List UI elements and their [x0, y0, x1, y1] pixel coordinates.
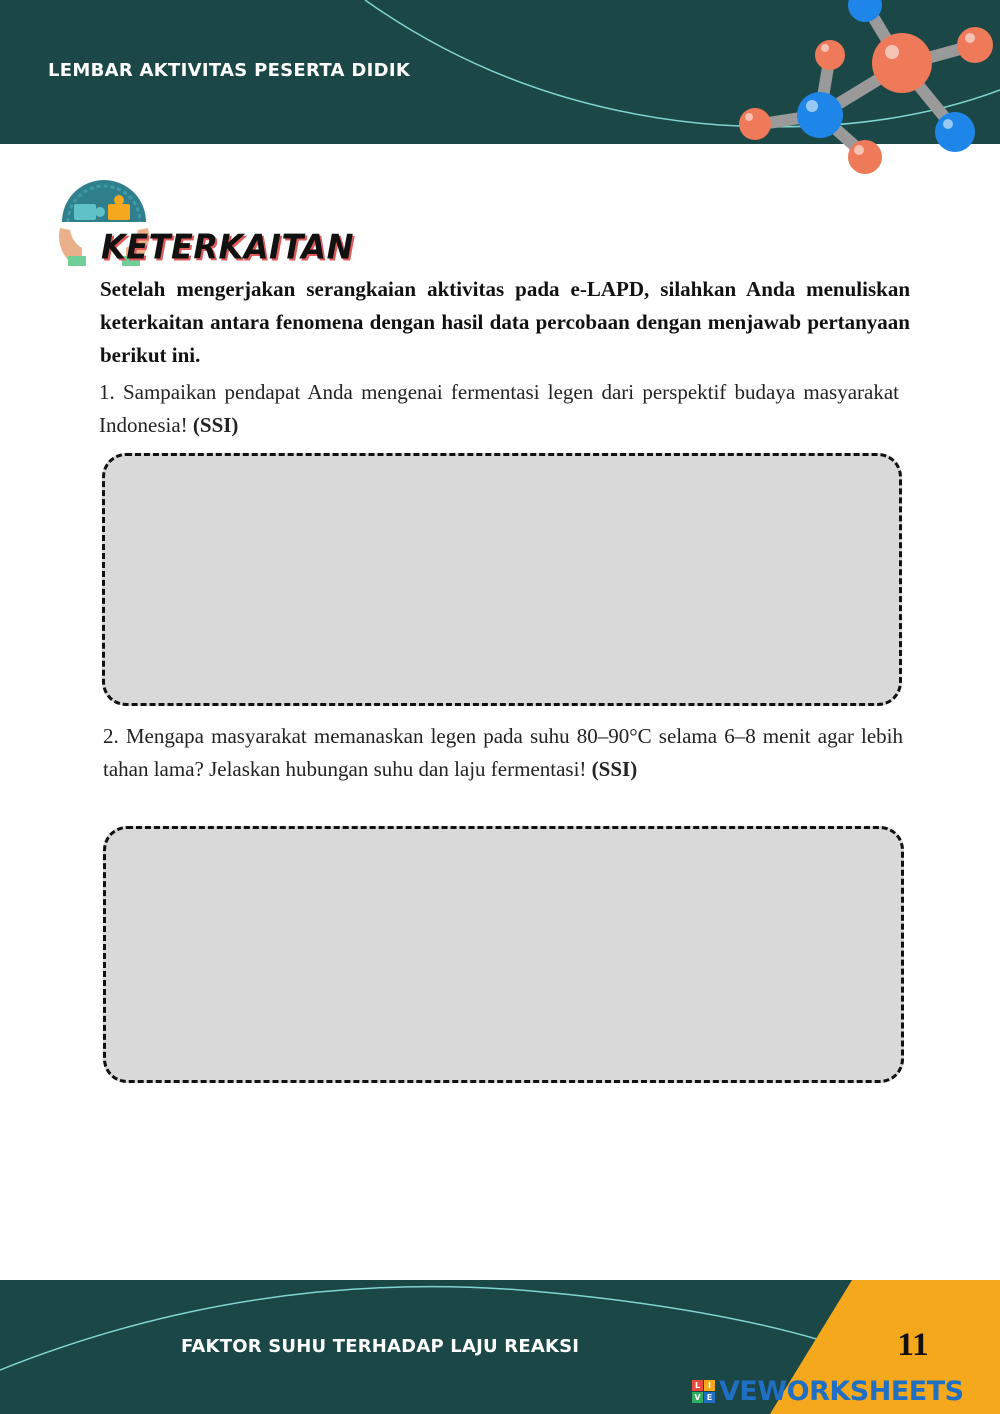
question-2-text: 2. Mengapa masyarakat memanaskan legen pada suhu 80–90°C selama 6–8 menit agar lebih tahan lama? Jelaskan hubungan suhu dan laju fermentasi! — [103, 724, 903, 781]
liveworksheets-text: VEWORKSHEETS — [719, 1375, 964, 1407]
molecule-icon — [730, 0, 1000, 180]
question-1-tag: (SSI) — [192, 413, 239, 437]
footer-title: FAKTOR SUHU TERHADAP LAJU REAKSI — [181, 1336, 580, 1357]
page-number: 11 — [897, 1327, 929, 1363]
liveworksheets-logo — [692, 1374, 964, 1408]
section-title: KETERKAITAN — [101, 227, 354, 267]
answer-box-2[interactable] — [103, 826, 904, 1083]
question-2-tag: (SSI) — [591, 757, 638, 781]
instruction-paragraph: Setelah mengerjakan serangkaian aktivitas pada e-LAPD, silahkan Anda menuliskan keterkaitan antara fenomena dengan hasil data percobaan dengan menjawab pertanyaan berikut ini. — [100, 277, 910, 367]
question-1 — [99, 376, 899, 442]
answer-box-1[interactable] — [102, 453, 902, 706]
question-2 — [103, 720, 903, 786]
header-title: LEMBAR AKTIVITAS PESERTA DIDIK — [48, 60, 411, 81]
question-1-text: 1. Sampaikan pendapat Anda mengenai fermentasi legen dari perspektif budaya masyarakat Indonesia! — [99, 380, 899, 437]
liveworksheets-grid-icon: L I V E — [692, 1380, 715, 1403]
